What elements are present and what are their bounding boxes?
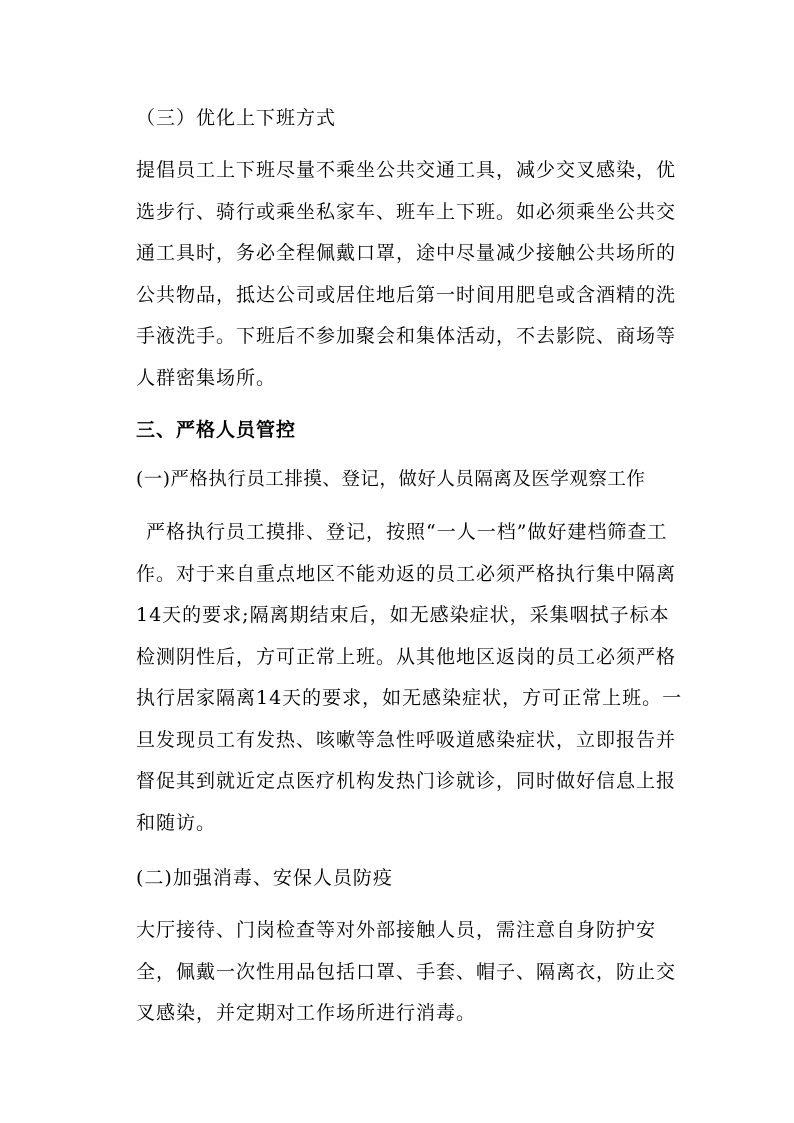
- section-title-personnel-control: 三、严格人员管控: [136, 419, 297, 441]
- paragraph-disinfection: 大厅接待、门岗检查等对外部接触人员，需注意自身防护安全，佩戴一次性用品包括口罩、手套、帽子、隔离衣，防止交叉感染，并定期对工作场所进行消毒。: [136, 919, 677, 1024]
- paragraph-registration: 严格执行员工摸排、登记，按照“一人一档”做好建档筛查工作。对于来自重点地区不能劝返的员工必须严格执行集中隔离14天的要求;隔离期结束后，如无感染症状，采集咽拭子标本检测阴性后，方可正常上班。从其他地区返岗的员工必须严格执行居家隔离14天的要求，如无感染症状，方可正常上班。一旦发现员工有发热、咳嗽等急性呼吸道感染症状，立即报告并督促其到就近定点医疗机构发热门诊就诊，同时做好信息上报和随访。: [136, 521, 683, 834]
- subheading-disinfection: (二)加强消毒、安保人员防疫: [136, 867, 393, 889]
- paragraph-commute: 提倡员工上下班尽量不乘坐公共交通工具，减少交叉感染，优选步行、骑行或乘坐私家车、班车上下班。如必须乘坐公共交通工具时，务必全程佩戴口罩，途中尽量减少接触公共场所的公共物品，抵达公司或居住地后第一时间用肥皂或含酒精的洗手液洗手。下班后不参加聚会和集体活动，不去影院、商场等人群密集场所。: [136, 159, 677, 389]
- subheading-commute: （三）优化上下班方式: [136, 107, 337, 129]
- subheading-registration: (一)严格执行员工排摸、登记，做好人员隔离及医学观察工作: [136, 469, 646, 490]
